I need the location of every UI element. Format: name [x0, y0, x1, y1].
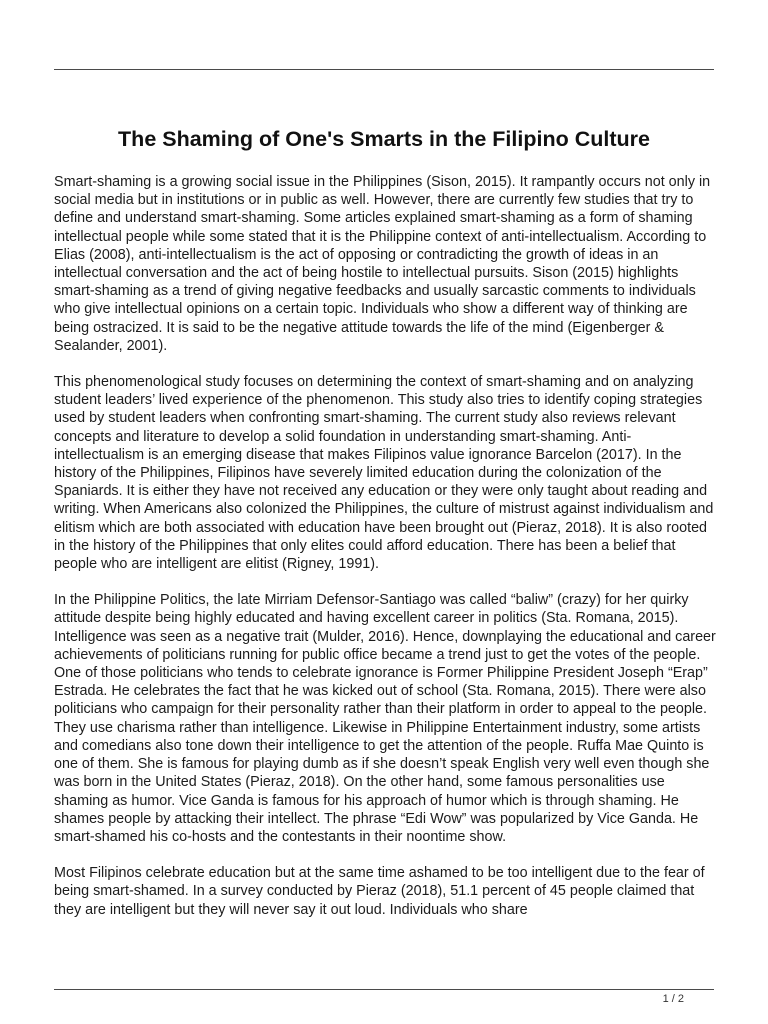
page-number: 1 / 2 [662, 993, 684, 1005]
document-body [54, 173, 716, 937]
paragraph-3: In the Philippine Politics, the late Mirriam Defensor-Santiago was called “baliw” (crazy) for her quirky attitude despite being highly educated and having excellent career in politics (Sta. Romana, 2015). Intelligence was seen as a negative trait (Mulder, 2016). Hence, downplaying the educational and career achievements of politicians running for public office became a trend just to get the votes of the people. One of those politicians who tends to celebrate ignorance is Former Philippine President Joseph “Erap” Estrada. He celebrates the fact that he was kicked out of school (Sta. Romana, 2015). There were also politicians who campaign for their personality rather than their platform in order to appeal to the people. They use charisma rather than intelligence. Likewise in Philippine Entertainment industry, some artists and comedians also tone down their intelligence to get the attention of the people. Ruffa Mae Quinto is one of them. She is famous for playing dumb as if she doesn’t speak English very well even though she was born in the United States (Pieraz, 2018). On the other hand, some famous personalities use shaming as humor. Vice Ganda is famous for his approach of humor which is through shaming. He shames people by attacking their intellect. The phrase “Edi Wow” was popularized by Vice Ganda. He smart-shamed his co-hosts and the contestants in their noontime show. [54, 592, 716, 845]
header-rule [54, 69, 714, 70]
footer-rule [54, 989, 714, 990]
paragraph-2: This phenomenological study focuses on determining the context of smart-shaming and on analyzing student leaders’ lived experience of the phenomenon. This study also tries to identify coping strategies used by student leaders when confronting smart-shaming. The current study also reviews relevant concepts and literature to develop a solid foundation in understanding smart-shaming. Anti-intellectualism is an emerging disease that makes Filipinos value ignorance Barcelon (2017). In the history of the Philippines, Filipinos have severely limited education during the colonization of the Spaniards. It is either they have not received any education or they were only taught about reading and writing. When Americans also colonized the Philippines, the culture of mistrust against individualism and elitism which are both associated with education have been brought out (Pieraz, 2018). It is also rooted in the history of the Philippines that only elites could afford education. There has been a belief that people who are intelligent are elitist (Rigney, 1991). [54, 374, 714, 573]
paragraph-4: Most Filipinos celebrate education but at the same time ashamed to be too intelligent due to the fear of being smart-shamed. In a survey conducted by Pieraz (2018), 51.1 percent of 45 people claimed that they are intelligent but they will never say it out loud. Individuals who share [54, 865, 705, 918]
paragraph-1: Smart-shaming is a growing social issue in the Philippines (Sison, 2015). It rampantly occurs not only in social media but in institutions or in public as well. However, there are currently few studies that try to define and understand smart-shaming. Some articles explained smart-shaming as a form of shaming intellectual people while some stated that it is the Philippine context of anti-intellectualism. According to Elias (2008), anti-intellectualism is the act of opposing or contradicting the growth of ideas in an intellectual conversation and the act of being hostile to intellectual pursuits. Sison (2015) highlights smart-shaming as a trend of giving negative feedbacks and usually sarcastic comments to individuals who give intellectual opinions on a certain topic. Individuals who show a different way of thinking are being ostracized. It is said to be the negative attitude towards the life of the mind (Eigenberger & Sealander, 2001). [54, 174, 711, 354]
document-title: The Shaming of One's Smarts in the Filipino Culture [118, 127, 650, 151]
